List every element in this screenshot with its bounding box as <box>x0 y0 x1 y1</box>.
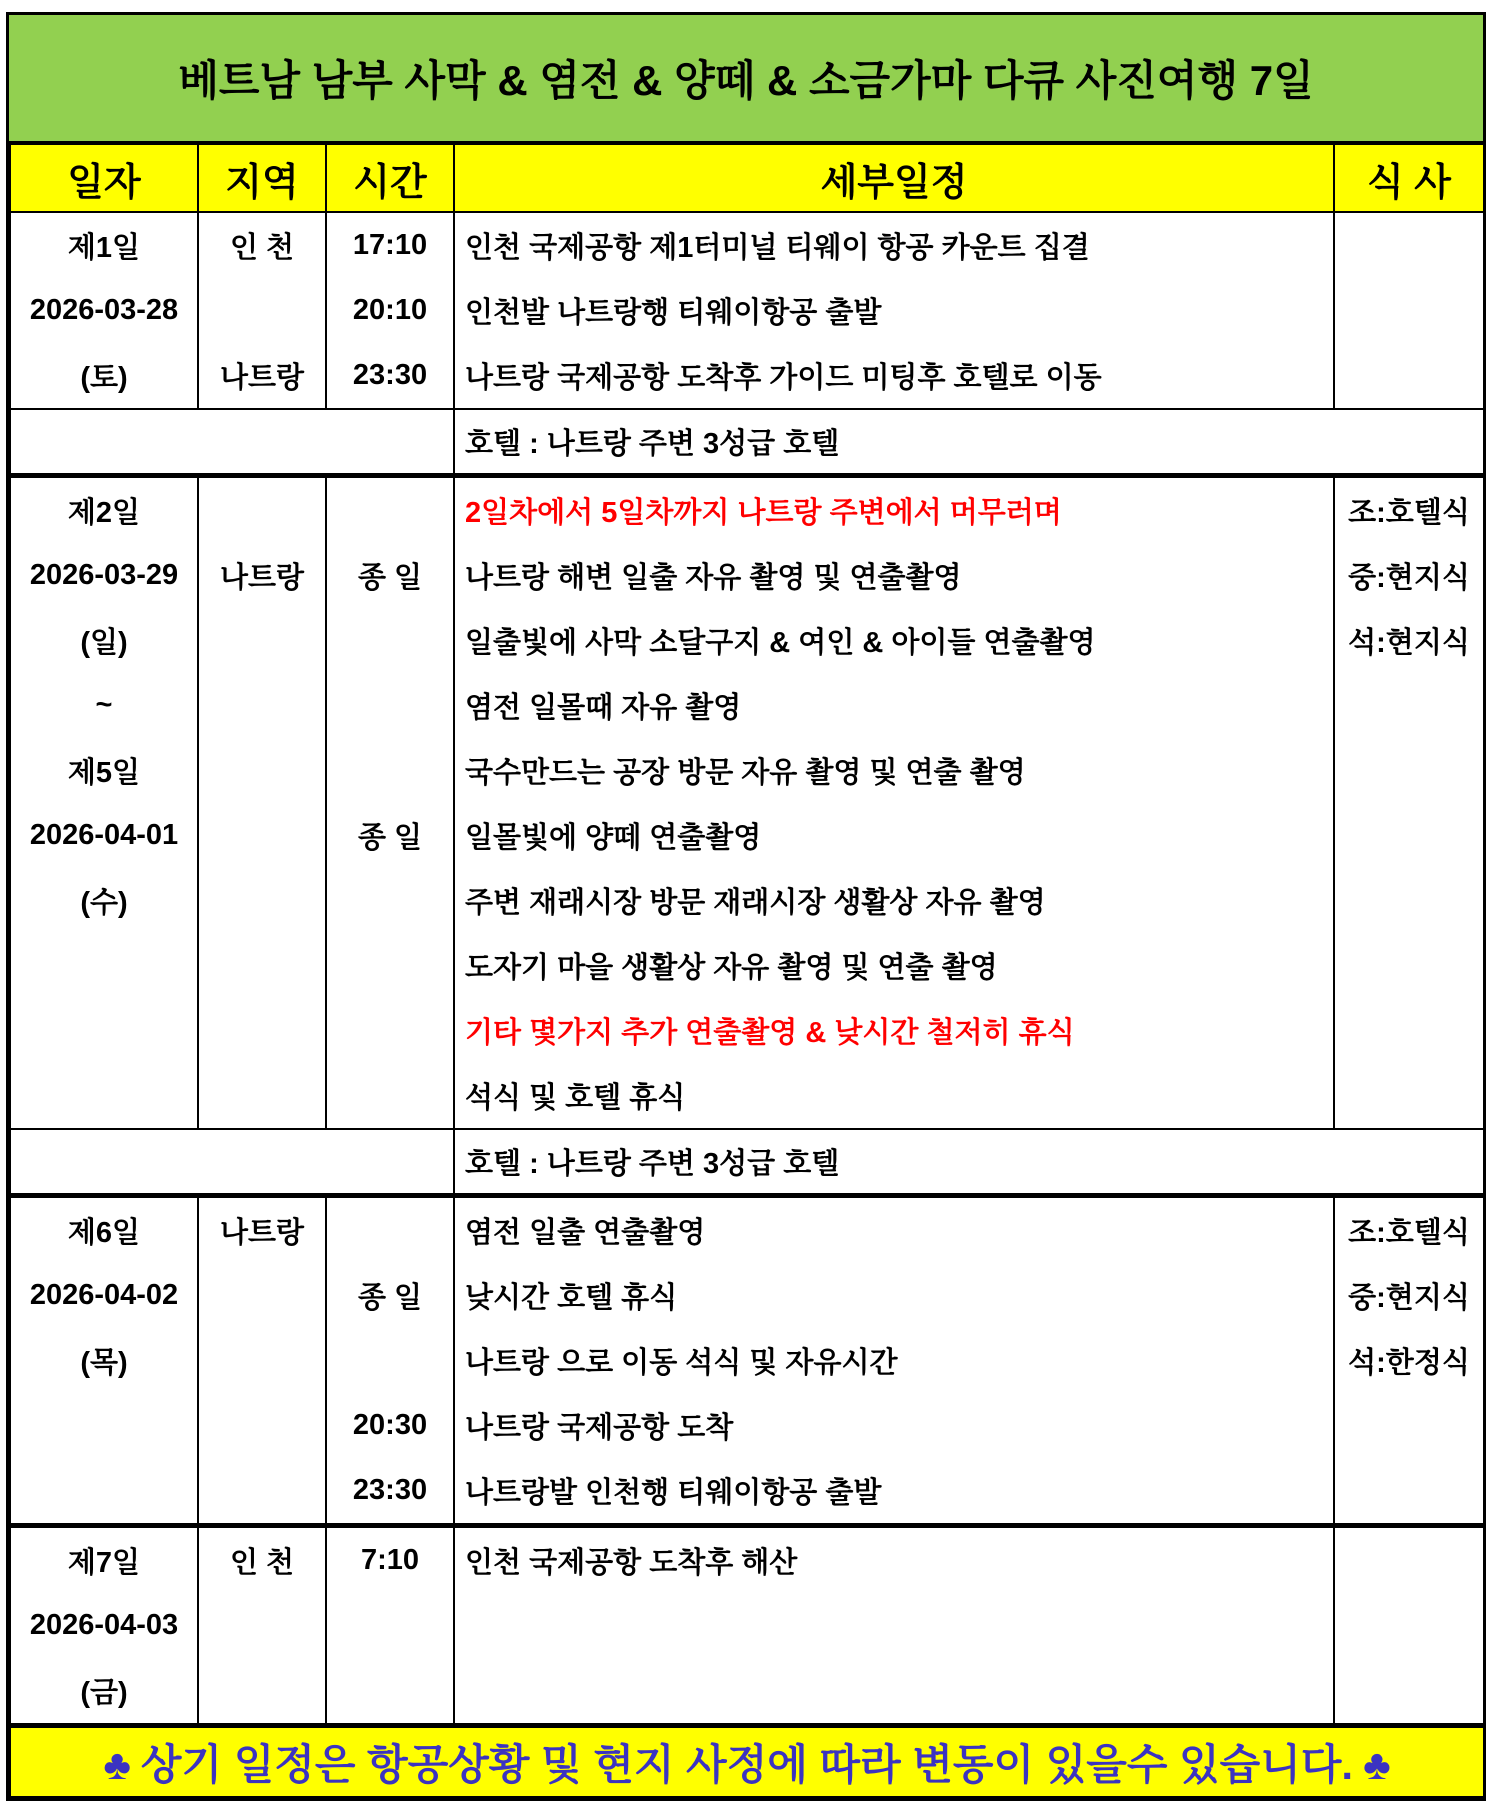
date-line: (목) <box>80 1347 128 1379</box>
time-cell <box>326 1526 454 1726</box>
date-cell <box>10 212 198 409</box>
meal-line: 조:호텔식 <box>1348 1217 1470 1249</box>
column-header-time: 시간 <box>326 144 454 212</box>
detail-line: 인천 국제공항 제1터미널 티웨이 항공 카운트 집결 <box>465 232 1090 264</box>
date-line: 제7일 <box>67 1547 141 1579</box>
date-line: 2026-04-03 <box>29 1609 179 1641</box>
meal-line: 조:호텔식 <box>1348 497 1470 529</box>
date-line: (토) <box>80 362 128 394</box>
itinerary-table <box>9 143 1485 1798</box>
detail-cell <box>454 476 1334 1130</box>
time-line: 23:30 <box>352 359 428 391</box>
time-cell <box>326 212 454 409</box>
date-line: (금) <box>80 1677 128 1709</box>
column-header-date: 일자 <box>10 144 198 212</box>
detail-line: 나트랑 으로 이동 석식 및 자유시간 <box>465 1347 898 1379</box>
detail-line: 나트랑 국제공항 도착후 가이드 미팅후 호텔로 이동 <box>465 362 1102 394</box>
footer-notice <box>10 1726 1484 1798</box>
meal-cell <box>1334 1196 1484 1526</box>
detail-line: 일몰빛에 양떼 연출촬영 <box>465 822 762 854</box>
date-line: 제6일 <box>67 1217 141 1249</box>
time-line: 20:30 <box>352 1409 428 1441</box>
meal-line: 석:현지식 <box>1348 627 1470 659</box>
column-header-detail: 세부일정 <box>454 144 1334 212</box>
hotel-info: 호텔 : 나트랑 주변 3성급 호텔 <box>454 409 1484 476</box>
detail-line: 인천 국제공항 도착후 해산 <box>465 1547 798 1579</box>
meal-cell <box>1334 476 1484 1130</box>
meal-line: 중:현지식 <box>1348 562 1470 594</box>
detail-line: 염전 일출 연출촬영 <box>465 1217 706 1249</box>
detail-line: 석식 및 호텔 휴식 <box>465 1082 686 1114</box>
date-line: 제5일 <box>67 757 141 789</box>
column-header-meal: 식 사 <box>1334 144 1484 212</box>
date-line: 2026-04-01 <box>29 819 179 851</box>
detail-line: 인천발 나트랑행 티웨이항공 출발 <box>465 297 882 329</box>
time-cell <box>326 476 454 1130</box>
date-line: 제2일 <box>67 497 141 529</box>
time-line: 종 일 <box>357 562 423 594</box>
region-line: 나트랑 <box>219 362 305 394</box>
detail-cell <box>454 1196 1334 1526</box>
detail-line-emphasis: 기타 몇가지 추가 연출촬영 & 낮시간 철저히 휴식 <box>465 1017 1075 1049</box>
day7-row <box>10 1526 1484 1726</box>
date-line: 2026-04-02 <box>29 1279 179 1311</box>
footer-row <box>10 1726 1484 1798</box>
day6-row <box>10 1196 1484 1526</box>
detail-line: 낮시간 호텔 휴식 <box>465 1282 678 1314</box>
table-header-row <box>10 144 1484 212</box>
detail-line: 나트랑 해변 일출 자유 촬영 및 연출촬영 <box>465 562 962 594</box>
region-line: 나트랑 <box>219 1217 305 1249</box>
date-line: ~ <box>95 689 113 721</box>
date-cell <box>10 1526 198 1726</box>
detail-line: 주변 재래시장 방문 재래시장 생활상 자유 촬영 <box>465 887 1046 919</box>
region-cell <box>198 1526 326 1726</box>
detail-line: 염전 일몰때 자유 촬영 <box>465 692 742 724</box>
detail-line: 일출빛에 사막 소달구지 & 여인 & 아이들 연출촬영 <box>465 627 1096 659</box>
detail-cell <box>454 212 1334 409</box>
hotel-row-spacer <box>10 1129 454 1196</box>
day2-5-row <box>10 476 1484 1130</box>
meal-cell <box>1334 212 1484 409</box>
date-cell <box>10 476 198 1130</box>
region-cell <box>198 1196 326 1526</box>
club-icon: ♣ <box>103 1741 131 1788</box>
date-line: 2026-03-29 <box>29 559 179 591</box>
date-line: (수) <box>80 887 128 919</box>
region-line: 인 천 <box>229 232 295 264</box>
meal-line: 석:한정식 <box>1348 1347 1470 1379</box>
date-line: 2026-03-28 <box>29 294 179 326</box>
date-line: 제1일 <box>67 232 141 264</box>
time-line: 23:30 <box>352 1474 428 1506</box>
day1-hotel-row <box>10 409 1484 476</box>
detail-line: 도자기 마을 생활상 자유 촬영 및 연출 촬영 <box>465 952 998 984</box>
time-line: 종 일 <box>357 1282 423 1314</box>
time-line: 17:10 <box>352 229 428 261</box>
region-cell <box>198 212 326 409</box>
region-cell <box>198 476 326 1130</box>
footer-notice-text: 상기 일정은 항공상황 및 현지 사정에 따라 변동이 있을수 있습니다. <box>140 1741 1354 1788</box>
day1-row <box>10 212 1484 409</box>
hotel-row-spacer <box>10 409 454 476</box>
page-title: 베트남 남부 사막 & 염전 & 양떼 & 소금가마 다큐 사진여행 7일 <box>9 15 1483 143</box>
club-icon: ♣ <box>1363 1741 1391 1788</box>
meal-line: 중:현지식 <box>1348 1282 1470 1314</box>
meal-cell <box>1334 1526 1484 1726</box>
detail-line: 국수만드는 공장 방문 자유 촬영 및 연출 촬영 <box>465 757 1026 789</box>
time-cell <box>326 1196 454 1526</box>
time-line: 7:10 <box>360 1544 420 1576</box>
date-cell <box>10 1196 198 1526</box>
detail-line: 나트랑발 인천행 티웨이항공 출발 <box>465 1477 882 1509</box>
time-line: 종 일 <box>357 822 423 854</box>
detail-line: 나트랑 국제공항 도착 <box>465 1412 734 1444</box>
region-line: 나트랑 <box>219 562 305 594</box>
empty-line <box>11 1458 197 1523</box>
empty-line <box>11 1063 197 1128</box>
itinerary-sheet <box>6 12 1486 1801</box>
detail-cell <box>454 1526 1334 1726</box>
time-line: 20:10 <box>352 294 428 326</box>
date-line: (일) <box>80 627 128 659</box>
day2-5-hotel-row <box>10 1129 1484 1196</box>
detail-line-emphasis: 2일차에서 5일차까지 나트랑 주변에서 머무러며 <box>465 497 1062 529</box>
hotel-info: 호텔 : 나트랑 주변 3성급 호텔 <box>454 1129 1484 1196</box>
column-header-region: 지역 <box>198 144 326 212</box>
region-line: 인 천 <box>229 1547 295 1579</box>
